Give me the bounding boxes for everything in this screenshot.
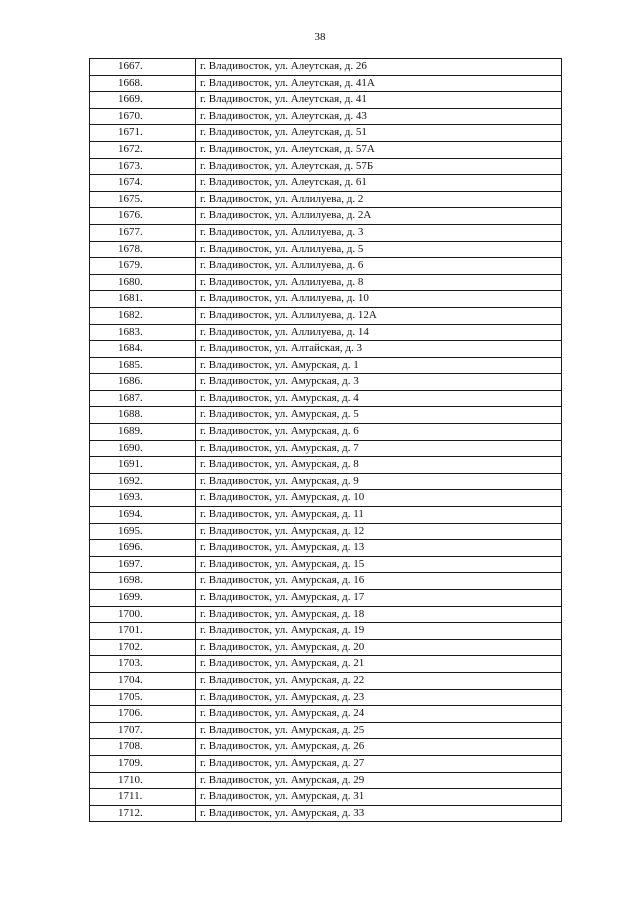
row-number: 1696. [90,540,196,557]
table-row [90,374,562,391]
table-row [90,490,562,507]
table-row [90,573,562,590]
table-row [90,59,562,76]
row-number: 1680. [90,274,196,291]
row-number: 1693. [90,490,196,507]
row-number: 1709. [90,755,196,772]
row-address: г. Владивосток, ул. Амурская, д. 33 [196,805,562,822]
row-number: 1674. [90,175,196,192]
table-row [90,407,562,424]
row-address: г. Владивосток, ул. Алеутская, д. 57А [196,141,562,158]
row-number: 1695. [90,523,196,540]
table-row [90,141,562,158]
row-address: г. Владивосток, ул. Амурская, д. 20 [196,639,562,656]
row-number: 1669. [90,92,196,109]
row-number: 1691. [90,457,196,474]
row-address: г. Владивосток, ул. Аллилуева, д. 2 [196,191,562,208]
row-address: г. Владивосток, ул. Аллилуева, д. 6 [196,258,562,275]
table-row [90,772,562,789]
row-number: 1705. [90,689,196,706]
row-address: г. Владивосток, ул. Амурская, д. 6 [196,424,562,441]
row-address: г. Владивосток, ул. Амурская, д. 11 [196,507,562,524]
row-address: г. Владивосток, ул. Амурская, д. 7 [196,440,562,457]
row-number: 1686. [90,374,196,391]
row-number: 1684. [90,341,196,358]
table-row [90,689,562,706]
row-number: 1672. [90,141,196,158]
table-row [90,473,562,490]
row-number: 1707. [90,722,196,739]
table-row [90,722,562,739]
row-number: 1681. [90,291,196,308]
row-number: 1688. [90,407,196,424]
row-number: 1712. [90,805,196,822]
table-row [90,224,562,241]
table-row [90,639,562,656]
row-number: 1678. [90,241,196,258]
table-row [90,341,562,358]
row-address: г. Владивосток, ул. Амурская, д. 19 [196,623,562,640]
table-row [90,507,562,524]
row-address: г. Владивосток, ул. Амурская, д. 23 [196,689,562,706]
table-row [90,291,562,308]
row-address: г. Владивосток, ул. Аллилуева, д. 8 [196,274,562,291]
row-address: г. Владивосток, ул. Амурская, д. 29 [196,772,562,789]
row-address: г. Владивосток, ул. Аллилуева, д. 10 [196,291,562,308]
address-table-body [90,59,562,822]
row-address: г. Владивосток, ул. Амурская, д. 12 [196,523,562,540]
row-address: г. Владивосток, ул. Амурская, д. 10 [196,490,562,507]
table-row [90,92,562,109]
row-address: г. Владивосток, ул. Амурская, д. 25 [196,722,562,739]
row-number: 1677. [90,224,196,241]
row-address: г. Владивосток, ул. Алеутская, д. 43 [196,108,562,125]
table-row [90,208,562,225]
row-address: г. Владивосток, ул. Алеутская, д. 51 [196,125,562,142]
row-address: г. Владивосток, ул. Аллилуева, д. 12А [196,307,562,324]
table-row [90,108,562,125]
row-address: г. Владивосток, ул. Амурская, д. 26 [196,739,562,756]
row-number: 1682. [90,307,196,324]
row-number: 1699. [90,590,196,607]
row-number: 1673. [90,158,196,175]
table-row [90,606,562,623]
row-address: г. Владивосток, ул. Аллилуева, д. 14 [196,324,562,341]
table-row [90,175,562,192]
table-row [90,258,562,275]
row-number: 1687. [90,390,196,407]
table-row [90,656,562,673]
row-address: г. Владивосток, ул. Алеутская, д. 61 [196,175,562,192]
row-address: г. Владивосток, ул. Амурская, д. 31 [196,789,562,806]
table-row [90,75,562,92]
row-address: г. Владивосток, ул. Амурская, д. 18 [196,606,562,623]
row-address: г. Владивосток, ул. Алеутская, д. 57Б [196,158,562,175]
table-row [90,274,562,291]
table-row [90,424,562,441]
row-number: 1702. [90,639,196,656]
row-address: г. Владивосток, ул. Амурская, д. 21 [196,656,562,673]
row-number: 1689. [90,424,196,441]
row-address: г. Владивосток, ул. Алтайская, д. 3 [196,341,562,358]
row-number: 1692. [90,473,196,490]
row-number: 1679. [90,258,196,275]
row-address: г. Владивосток, ул. Амурская, д. 17 [196,590,562,607]
row-address: г. Владивосток, ул. Алеутская, д. 26 [196,59,562,76]
row-number: 1706. [90,706,196,723]
table-row [90,125,562,142]
row-address: г. Владивосток, ул. Амурская, д. 15 [196,556,562,573]
row-number: 1701. [90,623,196,640]
row-address: г. Владивосток, ул. Амурская, д. 13 [196,540,562,557]
table-row [90,590,562,607]
table-row [90,789,562,806]
row-number: 1710. [90,772,196,789]
table-row [90,540,562,557]
row-number: 1671. [90,125,196,142]
row-address: г. Владивосток, ул. Амурская, д. 27 [196,755,562,772]
table-row [90,357,562,374]
table-row [90,457,562,474]
row-address: г. Владивосток, ул. Аллилуева, д. 2А [196,208,562,225]
address-table [89,58,562,822]
row-address: г. Владивосток, ул. Амурская, д. 16 [196,573,562,590]
row-address: г. Владивосток, ул. Алеутская, д. 41 [196,92,562,109]
row-number: 1711. [90,789,196,806]
row-number: 1685. [90,357,196,374]
row-number: 1698. [90,573,196,590]
row-number: 1690. [90,440,196,457]
row-number: 1703. [90,656,196,673]
row-number: 1668. [90,75,196,92]
row-address: г. Владивосток, ул. Аллилуева, д. 3 [196,224,562,241]
row-number: 1675. [90,191,196,208]
table-row [90,390,562,407]
table-row [90,158,562,175]
table-row [90,805,562,822]
table-row [90,440,562,457]
table-row [90,307,562,324]
table-row [90,523,562,540]
row-number: 1670. [90,108,196,125]
row-number: 1683. [90,324,196,341]
row-number: 1704. [90,672,196,689]
table-row [90,623,562,640]
table-row [90,739,562,756]
row-address: г. Владивосток, ул. Амурская, д. 9 [196,473,562,490]
table-row [90,556,562,573]
row-number: 1700. [90,606,196,623]
row-address: г. Владивосток, ул. Амурская, д. 8 [196,457,562,474]
row-address: г. Владивосток, ул. Амурская, д. 1 [196,357,562,374]
row-address: г. Владивосток, ул. Аллилуева, д. 5 [196,241,562,258]
table-row [90,672,562,689]
page-number: 38 [314,31,326,43]
table-row [90,191,562,208]
row-address: г. Владивосток, ул. Амурская, д. 4 [196,390,562,407]
row-number: 1667. [90,59,196,76]
row-address: г. Владивосток, ул. Амурская, д. 3 [196,374,562,391]
row-number: 1708. [90,739,196,756]
row-address: г. Владивосток, ул. Амурская, д. 22 [196,672,562,689]
table-row [90,755,562,772]
row-address: г. Владивосток, ул. Амурская, д. 5 [196,407,562,424]
table-row [90,241,562,258]
row-number: 1694. [90,507,196,524]
row-number: 1697. [90,556,196,573]
row-number: 1676. [90,208,196,225]
table-row [90,324,562,341]
table-row [90,706,562,723]
row-address: г. Владивосток, ул. Алеутская, д. 41А [196,75,562,92]
row-address: г. Владивосток, ул. Амурская, д. 24 [196,706,562,723]
